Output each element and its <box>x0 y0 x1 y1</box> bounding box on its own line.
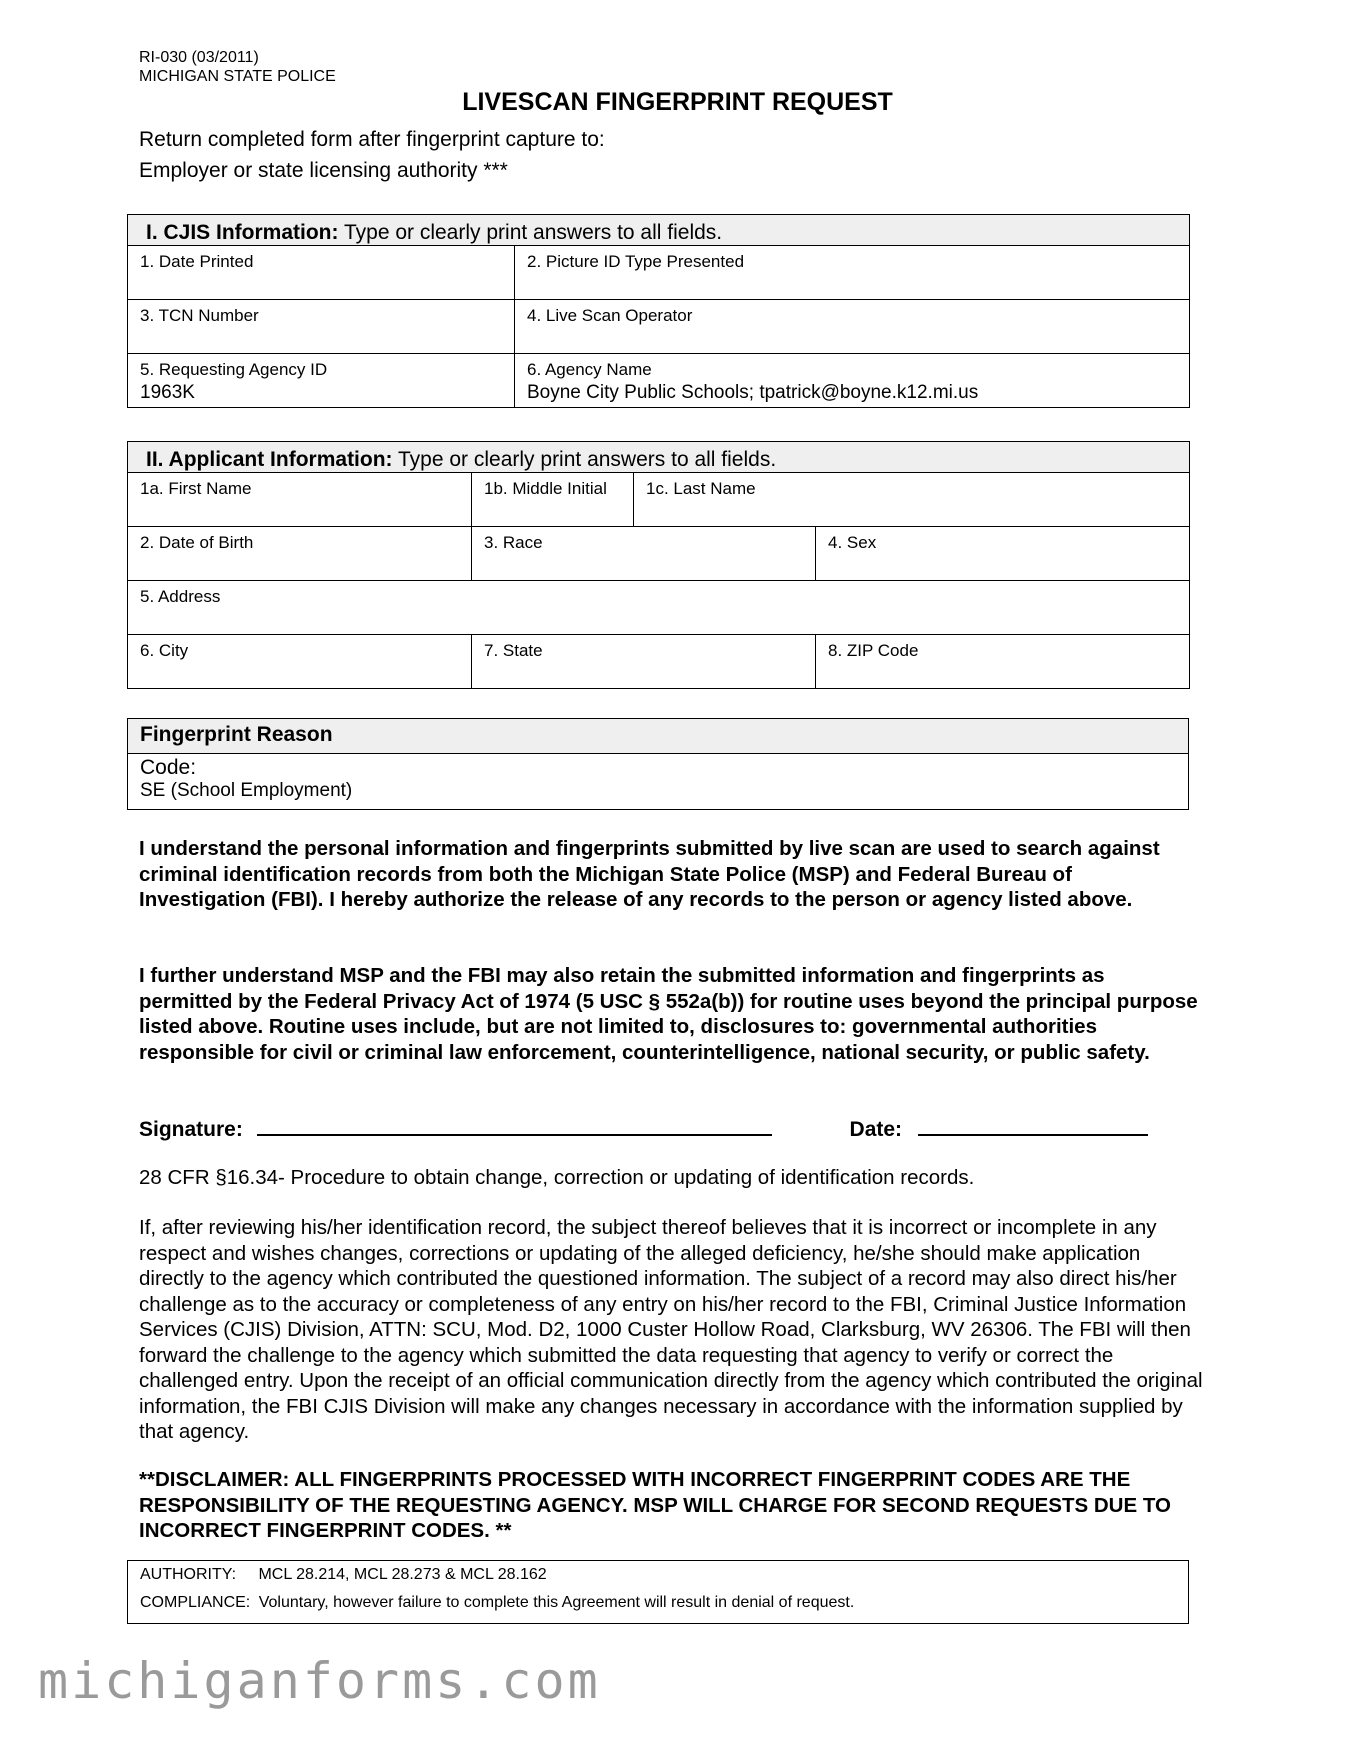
sex-label: 4. Sex <box>828 533 877 552</box>
sex-field[interactable] <box>816 527 1190 581</box>
date-label: Date: <box>849 1118 903 1141</box>
state-field[interactable] <box>472 635 816 689</box>
compliance-label: COMPLIANCE: <box>140 1594 251 1611</box>
cjis-section <box>127 214 1190 408</box>
state-label: 7. State <box>484 641 543 660</box>
agency-id-field[interactable] <box>128 354 515 408</box>
agency-name-field[interactable] <box>515 354 1190 408</box>
picture-id-label: 2. Picture ID Type Presented <box>527 252 745 271</box>
signature-row <box>139 1114 1148 1142</box>
authority-label: AUTHORITY: <box>140 1566 237 1583</box>
authority-box <box>127 1560 1189 1624</box>
address-field[interactable] <box>128 581 1190 635</box>
operator-label: 4. Live Scan Operator <box>527 306 693 325</box>
applicant-heading: II. Applicant Information: <box>146 448 393 471</box>
agency-name-value: Boyne City Public Schools; tpatrick@boyne.k12.mi.us <box>527 382 979 403</box>
page-title: LIVESCAN FINGERPRINT REQUEST <box>462 88 893 116</box>
reason-heading: Fingerprint Reason <box>128 719 1189 754</box>
cfr-body: If, after reviewing his/her identification record, the subject thereof believes that it is incorrect or incomplete in any respect and wishes changes, corrections or updating of the alleged deficiency, he/she should make application directly to the agency which contributed the questioned information. The subject of a record may also direct his/her challenge as to the accuracy or completeness of any entry on his/her record to the FBI, Criminal Justice Information Services (CJIS) Division, ATTN: SCU, Mod. D2, 1000 Custer Hollow Road, Clarksburg, WV 26306. The FBI will then forward the challenge to the agency which submitted the data requesting that agency to verify or correct the challenged entry. Upon the receipt of an official communication directly from the agency which contributed the original information, the FBI CJIS Division will make any changes necessary in accordance with the information supplied by that agency. <box>139 1216 1203 1443</box>
race-label: 3. Race <box>484 533 543 552</box>
consent-paragraph-2: I further understand MSP and the FBI may also retain the submitted information and fingerprints as permitted by the Federal Privacy Act of 1974 (5 USC § 552a(b)) for routine uses beyond the principal purpose listed above. Routine uses include, but are not limited to, disclosures to: governmental authorities responsible for civil or criminal law enforcement, counterintelligence, national security, or public safety. <box>139 964 1198 1064</box>
last-name-label: 1c. Last Name <box>646 479 756 498</box>
tcn-label: 3. TCN Number <box>140 306 259 325</box>
race-field[interactable] <box>472 527 816 581</box>
dob-field[interactable] <box>128 527 472 581</box>
agency-id-value: 1963K <box>140 382 195 403</box>
operator-field[interactable] <box>515 300 1190 354</box>
signature-label: Signature: <box>139 1118 243 1141</box>
city-label: 6. City <box>140 641 189 660</box>
agency-name-label: 6. Agency Name <box>527 360 652 379</box>
compliance-row <box>140 1594 854 1612</box>
cjis-header <box>128 215 1190 246</box>
authority-row <box>140 1566 547 1584</box>
applicant-instruction: Type or clearly print answers to all fields. <box>392 448 777 471</box>
agency-id-label: 5. Requesting Agency ID <box>140 360 328 379</box>
return-instructions: Return completed form after fingerprint capture to: <box>139 128 605 151</box>
applicant-section <box>127 441 1190 689</box>
picture-id-field[interactable] <box>515 246 1190 300</box>
disclaimer: **DISCLAIMER: ALL FINGERPRINTS PROCESSED WITH INCORRECT FINGERPRINT CODES ARE THE RESPONSIBILITY OF THE REQUESTING AGENCY. MSP WILL CHARGE FOR SECOND REQUESTS DUE TO INCORRECT FINGERPRINT CODES. ** <box>139 1468 1171 1542</box>
watermark: michiganforms.com <box>38 1652 601 1710</box>
tcn-field[interactable] <box>128 300 515 354</box>
dob-label: 2. Date of Birth <box>140 533 254 552</box>
date-printed-field[interactable] <box>128 246 515 300</box>
middle-initial-label: 1b. Middle Initial <box>484 479 607 498</box>
address-label: 5. Address <box>140 587 221 606</box>
reason-code-value: SE (School Employment) <box>140 780 353 801</box>
middle-initial-field[interactable] <box>472 473 634 527</box>
reason-code-label: Code: <box>140 756 197 779</box>
date-printed-label: 1. Date Printed <box>140 252 254 271</box>
city-field[interactable] <box>128 635 472 689</box>
authority-value: MCL 28.214, MCL 28.273 & MCL 28.162 <box>258 1566 547 1583</box>
return-to: Employer or state licensing authority *** <box>139 159 508 182</box>
applicant-header <box>128 442 1190 473</box>
last-name-field[interactable] <box>634 473 1190 527</box>
first-name-field[interactable] <box>128 473 472 527</box>
compliance-value: Voluntary, however failure to complete this Agreement will result in denial of request. <box>258 1594 855 1611</box>
zip-label: 8. ZIP Code <box>828 641 919 660</box>
signature-line[interactable] <box>257 1114 772 1136</box>
agency-name: MICHIGAN STATE POLICE <box>139 68 336 85</box>
reason-code-field[interactable] <box>128 754 1189 810</box>
form-id: RI-030 (03/2011) <box>139 49 259 66</box>
date-line[interactable] <box>918 1114 1148 1136</box>
zip-field[interactable] <box>816 635 1190 689</box>
reason-section <box>127 718 1189 810</box>
cjis-heading: I. CJIS Information: <box>146 221 339 244</box>
first-name-label: 1a. First Name <box>140 479 252 498</box>
consent-paragraph-1: I understand the personal information and fingerprints submitted by live scan are used to search against criminal identification records from both the Michigan State Police (MSP) and Federal Bureau of Investigation (FBI). I hereby authorize the release of any records to the person or agency listed above. <box>139 837 1160 911</box>
cjis-instruction: Type or clearly print answers to all fields. <box>338 221 723 244</box>
cfr-heading: 28 CFR §16.34- Procedure to obtain change, correction or updating of identification records. <box>139 1166 975 1189</box>
